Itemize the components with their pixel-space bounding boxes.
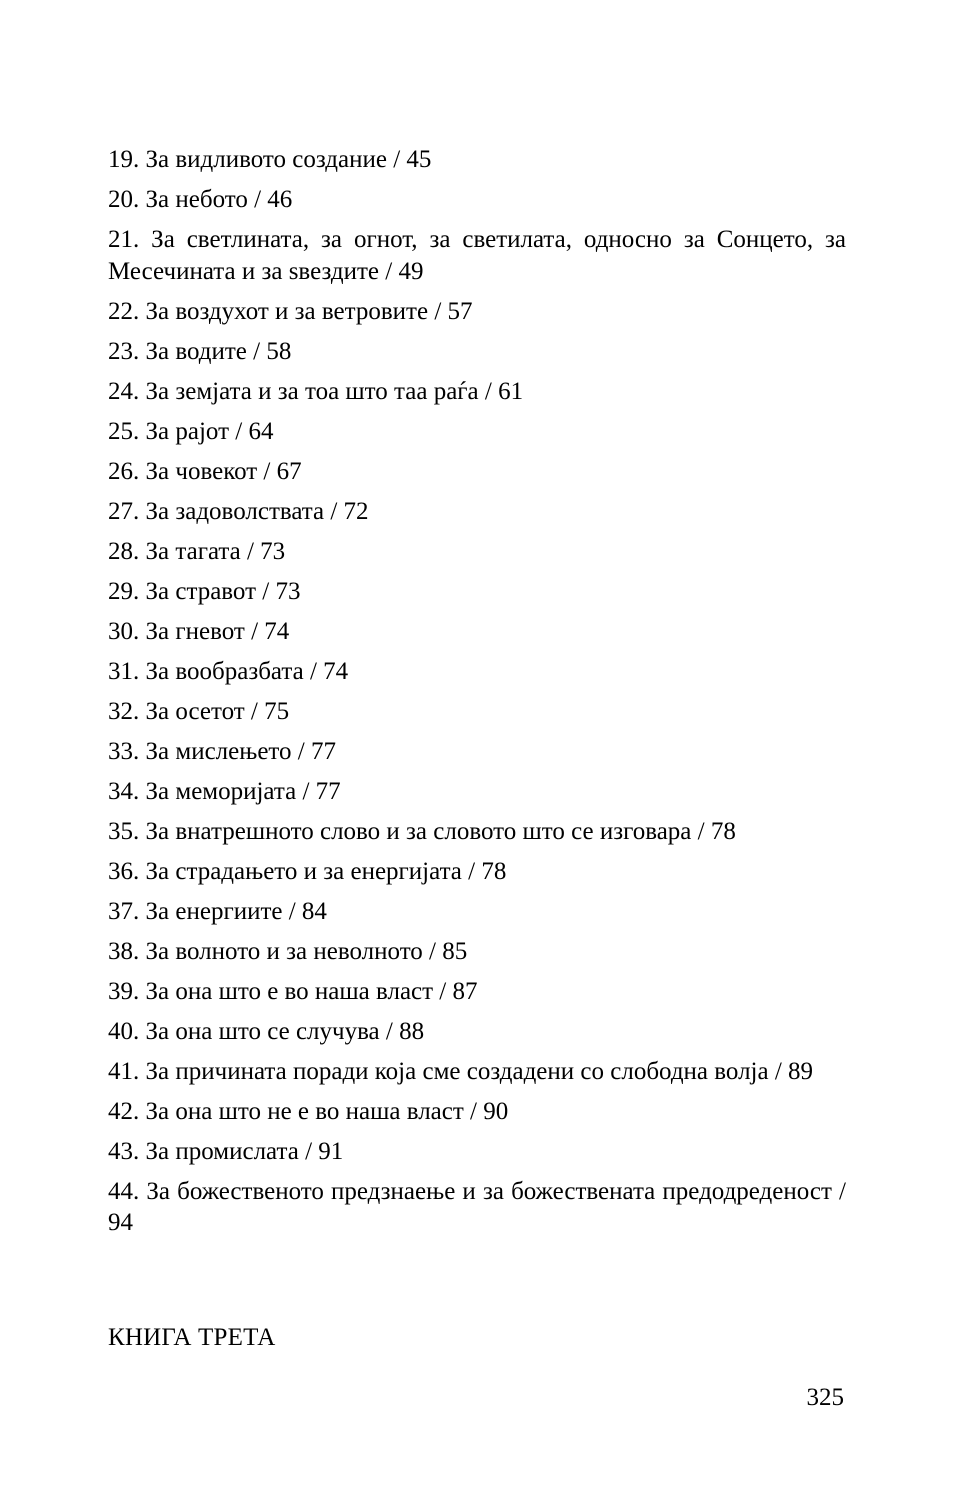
toc-entry: 32. За осетот / 75 bbox=[108, 697, 290, 725]
toc-entry: 30. За гневот / 74 bbox=[108, 617, 290, 645]
toc-entry: 19. За видливото создание / 45 bbox=[108, 146, 432, 173]
toc-entry: 39. За она што е во наша власт / 87 bbox=[108, 977, 478, 1005]
toc-entry: 35. За внатрешното слово и за словото што се изговара / 78 bbox=[108, 817, 736, 845]
toc-entry: 37. За енергиите / 84 bbox=[108, 897, 327, 925]
toc-entry: 23. За водите / 58 bbox=[108, 337, 292, 365]
toc-entry: 21. За светлината, за огнот, за светилата, односно за Сонцето, за Месечината и за ѕвездите / 49 bbox=[108, 226, 846, 285]
toc-entry: 24. За земјата и за тоа што таа раѓа / 61 bbox=[108, 377, 524, 405]
toc-entry: 22. За воздухот и за ветровите / 57 bbox=[108, 297, 473, 325]
toc-entry: 28. За тагата / 73 bbox=[108, 537, 286, 565]
toc-entry: 40. За она што се случува / 88 bbox=[108, 1017, 425, 1045]
toc-entry: 44. За божественото предзнаење и за божествената предодреденост / 94 bbox=[108, 1177, 846, 1236]
toc-entry: 29. За стравот / 73 bbox=[108, 577, 301, 605]
toc-entry: 41. За причината поради која сме создадени со слободна волја / 89 bbox=[108, 1057, 814, 1085]
toc-entry: 43. За промислата / 91 bbox=[108, 1137, 344, 1165]
toc-entry: 38. За волното и за неволното / 85 bbox=[108, 937, 468, 965]
table-of-contents bbox=[108, 144, 846, 1247]
toc-entry: 31. За вообразбата / 74 bbox=[108, 657, 349, 685]
toc-entry: 26. За човекот / 67 bbox=[108, 457, 302, 485]
section-heading: КНИГА ТРЕТА bbox=[108, 1324, 276, 1351]
toc-entry: 27. За задоволствата / 72 bbox=[108, 497, 369, 525]
toc-entry: 25. За рајот / 64 bbox=[108, 417, 274, 445]
toc-entry: 36. За страдањето и за енергијата / 78 bbox=[108, 857, 507, 885]
toc-entry: 34. За меморијата / 77 bbox=[108, 777, 341, 805]
toc-entry: 42. За она што не е во наша власт / 90 bbox=[108, 1097, 509, 1125]
toc-entry: 20. За небото / 46 bbox=[108, 186, 293, 213]
page-number: 325 bbox=[806, 1384, 844, 1411]
toc-entry: 33. За мислењето / 77 bbox=[108, 737, 336, 765]
